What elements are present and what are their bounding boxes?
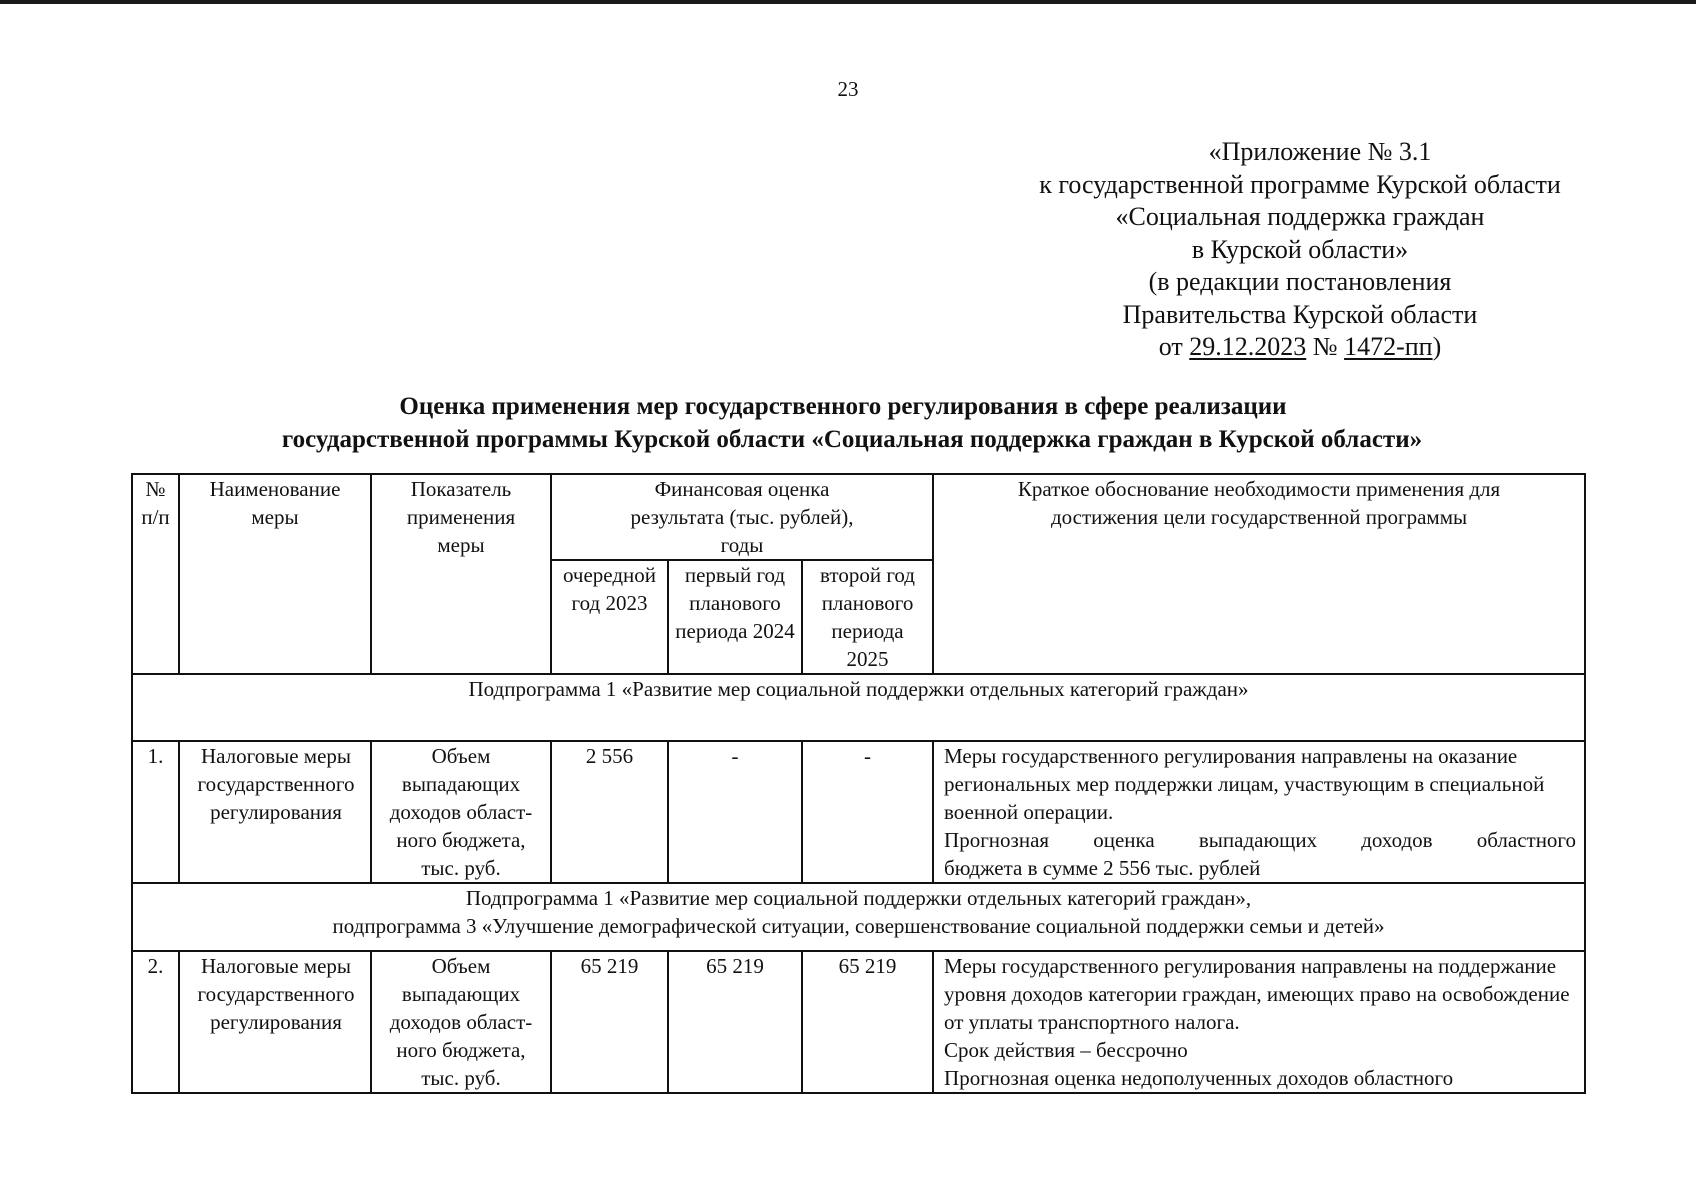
header-num: № п/п [132,474,179,674]
appendix-line: «Социальная поддержка граждан [1115,202,1485,231]
appendix-line: Правительства Курской области [1122,299,1478,329]
row-number: 1. [132,741,179,883]
subprogram-line-1: Подпрограмма 1 «Развитие мер социальной поддержки отдельных категорий граждан», [465,886,1252,910]
justification-tail: бюджета в сумме 2 556 тыс. рублей [944,856,1261,880]
resolution-date: 29.12.2023 [1189,332,1307,361]
appendix-date-line [1000,331,1600,364]
closing-paren: ) [1432,332,1442,361]
appendix-line: в Курской области» [1191,234,1409,264]
document-title [0,390,1696,456]
measure-name: Налоговые меры государственного регулирования [179,951,371,1093]
page-number: 23 [837,77,859,101]
value-2023: 65 219 [551,951,668,1093]
value-2025: 65 219 [802,951,933,1093]
value-2023: 2 556 [551,741,668,883]
value-2024: - [668,741,802,883]
table-row [132,741,1585,883]
value-2024: 65 219 [668,951,802,1093]
justification-cell [933,741,1585,883]
measure-name: Налоговые меры государственного регулирования [179,741,371,883]
subprogram-row [132,674,1585,741]
justification-tail: Прогнозная оценка недополученных доходов областного [944,1066,1454,1090]
header-year-2024: первый год планового периода 2024 [668,560,802,674]
header-name: Наименование меры [179,474,371,674]
header-year-2025: второй год планового периода 2025 [802,560,933,674]
measures-table [131,473,1586,1094]
title-line-2: государственной программы Курской области «Социальная поддержка граждан в Курской области» [281,426,1423,453]
subprogram-1-label: Подпрограмма 1 «Развитие мер социальной поддержки отдельных категорий граждан» [132,674,1585,741]
appendix-block [1000,136,1600,364]
header-indicator: Показатель применения меры [371,474,551,674]
header-year-2023: очередной год 2023 [551,560,668,674]
title-line-1: Оценка применения мер государственного регулирования в сфере реализации [399,393,1287,420]
justification-term: Срок действия – бессрочно [944,1038,1188,1062]
subprogram-1-3-label [132,883,1585,951]
subprogram-row [132,883,1585,951]
appendix-line: (в редакции постановления [1148,267,1452,296]
resolution-number: 1472-пп [1344,332,1433,361]
appendix-line: «Приложение № 3.1 [1208,137,1432,166]
header-finance: Финансовая оценка результата (тыс. рублей), годы [551,474,933,560]
justification-main: Меры государственного регулирования направлены на оказание региональных мер поддержки лицам, участвующим в специальной военной операции. [944,744,1545,824]
header-justification: Краткое обоснование необходимости применения для достижения цели государственной программы [933,474,1585,674]
measure-indicator: Объем выпадающих доходов област-ного бюджета, тыс. руб. [371,951,551,1093]
justification-cell [933,951,1585,1093]
table-row [132,951,1585,1093]
row-number: 2. [132,951,179,1093]
date-prefix: от [1158,332,1190,361]
value-2025: - [802,741,933,883]
measure-indicator: Объем выпадающих доходов област-ного бюджета, тыс. руб. [371,741,551,883]
scan-top-edge [0,0,1696,4]
number-prefix: № [1306,332,1345,361]
subprogram-line-2: подпрограмма 3 «Улучшение демографической ситуации, совершенствование социальной поддержки семьи и детей» [332,914,1385,938]
appendix-line: к государственной программе Курской области [1039,169,1561,199]
justification-main: Меры государственного регулирования направлены на поддержание уровня доходов категории граждан, имеющих право на освобождение от уплаты транспортного налога. [944,954,1570,1034]
justification-justified-line: Прогнозная оценка выпадающих доходов областного [944,828,1577,852]
table-header-row [132,474,1585,560]
